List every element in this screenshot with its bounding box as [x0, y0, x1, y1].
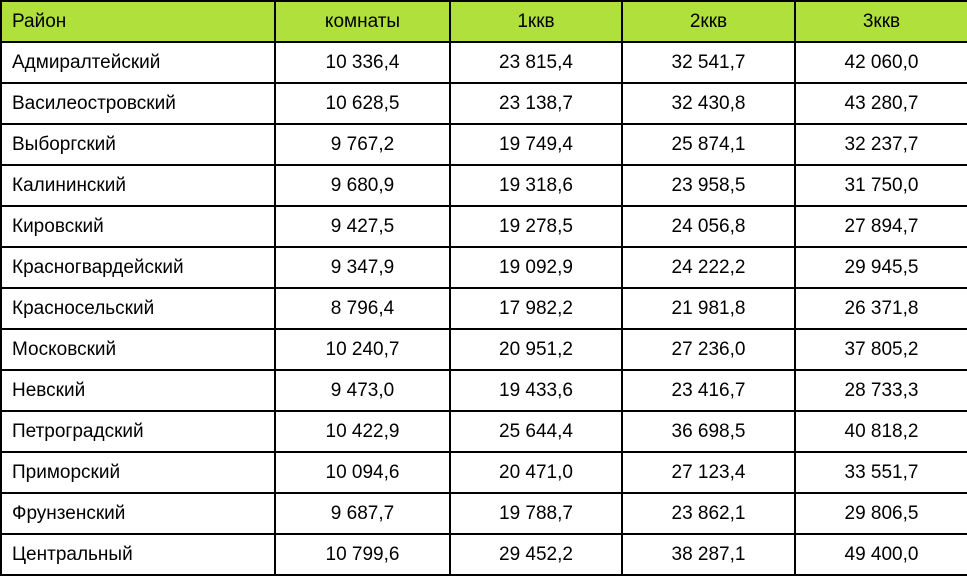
table-row — [1, 493, 967, 534]
table-row — [1, 206, 967, 247]
cell-1room: 25 644,4 — [450, 411, 622, 452]
cell-district: Выборгский — [1, 124, 275, 165]
table-row — [1, 411, 967, 452]
cell-3room: 33 551,7 — [795, 452, 967, 493]
cell-1room: 20 951,2 — [450, 329, 622, 370]
cell-1room: 17 982,2 — [450, 288, 622, 329]
column-header-3room: 3ккв — [795, 1, 967, 42]
cell-2room: 23 958,5 — [622, 165, 795, 206]
cell-district: Василеостровский — [1, 83, 275, 124]
cell-rooms: 10 336,4 — [275, 42, 450, 83]
cell-1room: 29 452,2 — [450, 534, 622, 575]
cell-rooms: 10 422,9 — [275, 411, 450, 452]
cell-rooms: 9 767,2 — [275, 124, 450, 165]
cell-2room: 32 430,8 — [622, 83, 795, 124]
cell-district: Фрунзенский — [1, 493, 275, 534]
cell-2room: 36 698,5 — [622, 411, 795, 452]
cell-3room: 28 733,3 — [795, 370, 967, 411]
column-header-rooms: комнаты — [275, 1, 450, 42]
cell-district: Красногвардейский — [1, 247, 275, 288]
table-row — [1, 288, 967, 329]
cell-2room: 24 056,8 — [622, 206, 795, 247]
cell-2room: 24 222,2 — [622, 247, 795, 288]
cell-rooms: 10 628,5 — [275, 83, 450, 124]
cell-2room: 21 981,8 — [622, 288, 795, 329]
cell-3room: 49 400,0 — [795, 534, 967, 575]
cell-district: Московский — [1, 329, 275, 370]
cell-3room: 31 750,0 — [795, 165, 967, 206]
table-row — [1, 165, 967, 206]
cell-1room: 19 749,4 — [450, 124, 622, 165]
table-row — [1, 329, 967, 370]
cell-rooms: 9 347,9 — [275, 247, 450, 288]
cell-district: Адмиралтейский — [1, 42, 275, 83]
cell-district: Приморский — [1, 452, 275, 493]
cell-3room: 43 280,7 — [795, 83, 967, 124]
cell-3room: 27 894,7 — [795, 206, 967, 247]
cell-1room: 23 138,7 — [450, 83, 622, 124]
table-header — [1, 1, 967, 42]
cell-1room: 19 788,7 — [450, 493, 622, 534]
cell-district: Красносельский — [1, 288, 275, 329]
cell-rooms: 8 796,4 — [275, 288, 450, 329]
cell-3room: 40 818,2 — [795, 411, 967, 452]
cell-2room: 27 123,4 — [622, 452, 795, 493]
cell-3room: 42 060,0 — [795, 42, 967, 83]
table-row — [1, 534, 967, 575]
cell-3room: 29 945,5 — [795, 247, 967, 288]
cell-1room: 20 471,0 — [450, 452, 622, 493]
column-header-1room: 1ккв — [450, 1, 622, 42]
cell-3room: 26 371,8 — [795, 288, 967, 329]
cell-district: Невский — [1, 370, 275, 411]
table-header-row — [1, 1, 967, 42]
cell-2room: 25 874,1 — [622, 124, 795, 165]
cell-rooms: 10 094,6 — [275, 452, 450, 493]
table-row — [1, 83, 967, 124]
cell-rooms: 10 799,6 — [275, 534, 450, 575]
cell-district: Центральный — [1, 534, 275, 575]
table-row — [1, 124, 967, 165]
cell-3room: 37 805,2 — [795, 329, 967, 370]
cell-2room: 23 862,1 — [622, 493, 795, 534]
cell-2room: 27 236,0 — [622, 329, 795, 370]
table-row — [1, 247, 967, 288]
cell-2room: 38 287,1 — [622, 534, 795, 575]
cell-rooms: 9 427,5 — [275, 206, 450, 247]
cell-2room: 23 416,7 — [622, 370, 795, 411]
cell-1room: 19 318,6 — [450, 165, 622, 206]
column-header-2room: 2ккв — [622, 1, 795, 42]
cell-rooms: 10 240,7 — [275, 329, 450, 370]
cell-district: Кировский — [1, 206, 275, 247]
cell-rooms: 9 680,9 — [275, 165, 450, 206]
table-body — [1, 42, 967, 575]
cell-3room: 32 237,7 — [795, 124, 967, 165]
cell-district: Петроградский — [1, 411, 275, 452]
table-row — [1, 452, 967, 493]
cell-rooms: 9 473,0 — [275, 370, 450, 411]
cell-rooms: 9 687,7 — [275, 493, 450, 534]
cell-2room: 32 541,7 — [622, 42, 795, 83]
cell-1room: 19 278,5 — [450, 206, 622, 247]
table-row — [1, 42, 967, 83]
table-row — [1, 370, 967, 411]
cell-3room: 29 806,5 — [795, 493, 967, 534]
column-header-district: Район — [1, 1, 275, 42]
cell-1room: 19 092,9 — [450, 247, 622, 288]
cell-district: Калининский — [1, 165, 275, 206]
cell-1room: 19 433,6 — [450, 370, 622, 411]
cell-1room: 23 815,4 — [450, 42, 622, 83]
